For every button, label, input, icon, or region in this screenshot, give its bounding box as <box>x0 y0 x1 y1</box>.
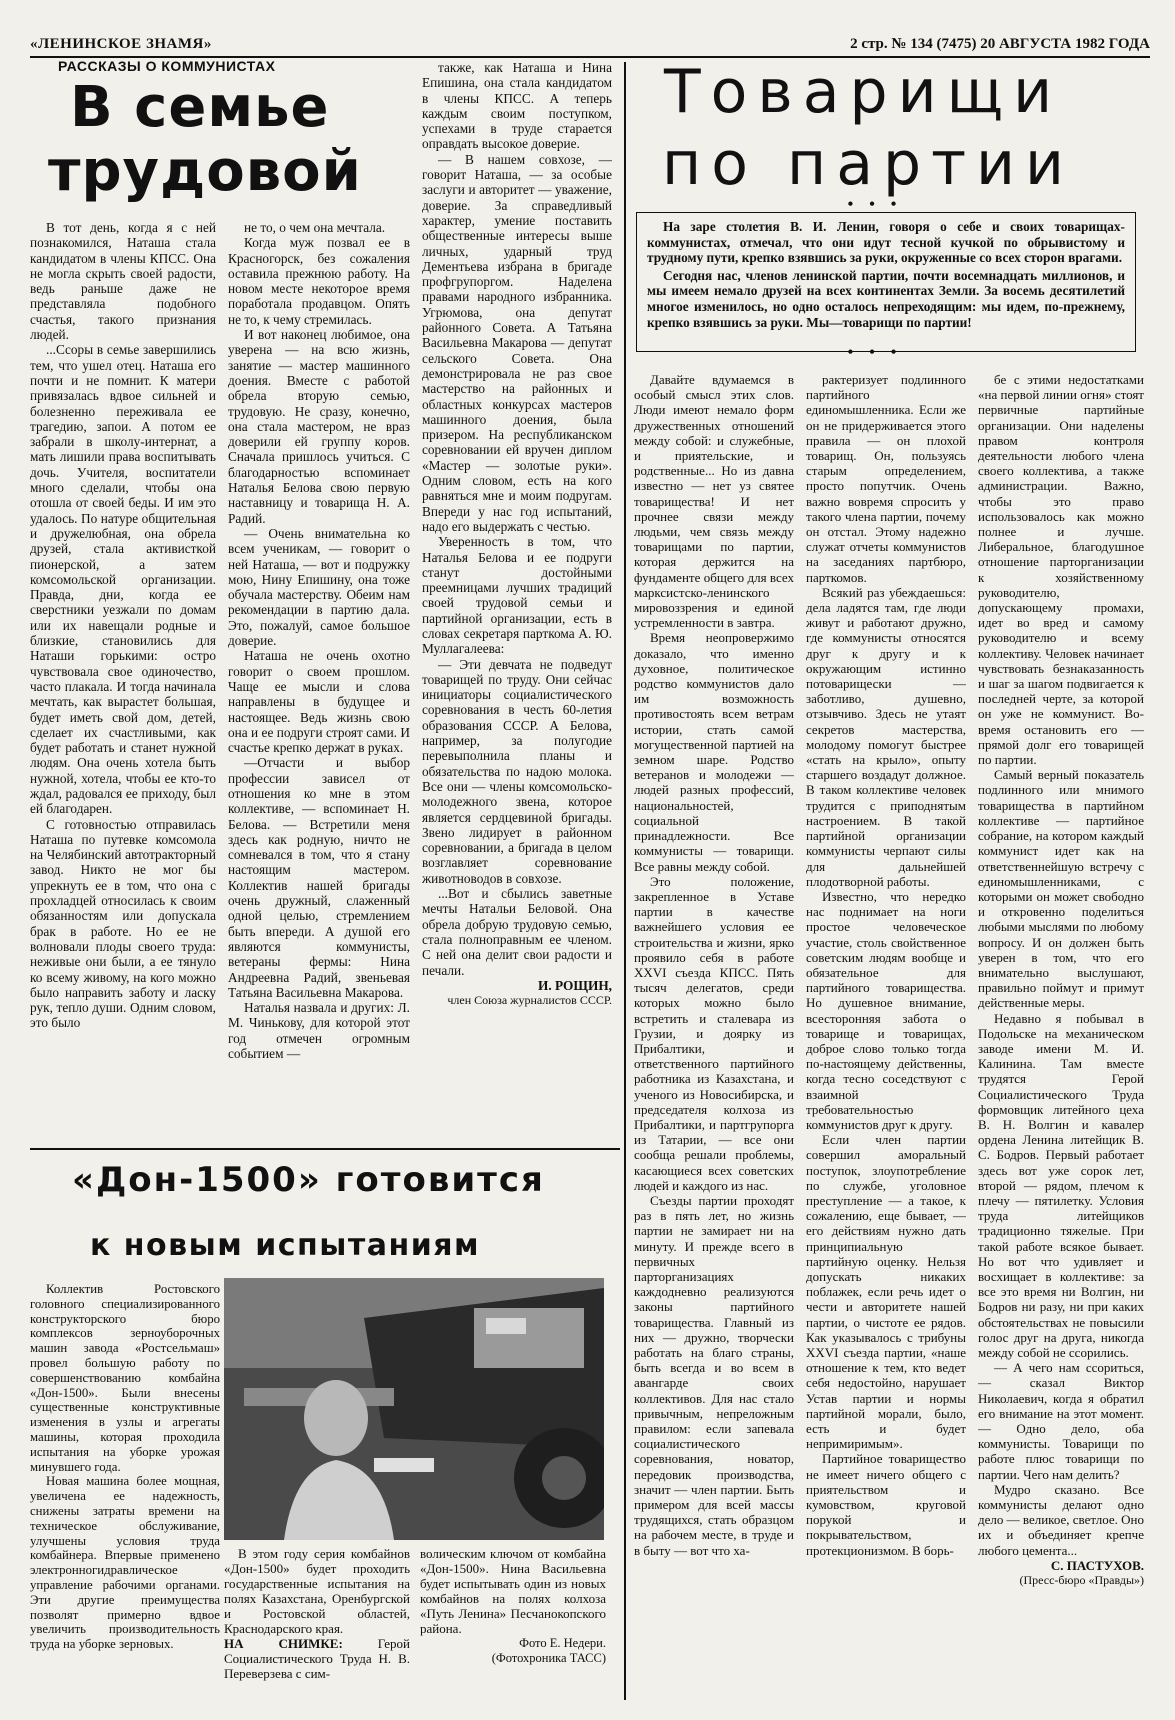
article3-paragraph: Это положение, закрепленное в Уставе партии в качестве важнейшего условия ее строительства и жизни, ярко проявило себя в работе XXVI съезда КПСС. Пять тысяч делегатов, среди которых можно было встретить и сталевара из Грузии, и доярку из Прибалтики, и ответственного партийного работника из Казахстана, и ученого из Новосибирска, и председателя колхоза из Прибалтики, и партгрупорга из Татарии, — все они сообща решали проблемы, касающиеся всех советских людей и каждого из нас. <box>634 873 794 1193</box>
article1-paragraph: — В нашем совхозе, — говорит Наташа, — за особые заслуги и авторитет — уважение, доверие. За справедливый характер, умение поставить общественные интересы выше личных, ударный труд Дементьева избрана в бригаде профгрупоргом. Наделена правами народного избранника. Угрюмова, она депутат районного Совета. А Татьяна Васильевна Макарова — депутат сельского Совета. Она демонстрировала не раз свое мастерство на районных и областных конкурсах мастеров машинного доения, была призером. На республиканском соревновании ей вручен диплом «Мастер — золотые руки». Одним словом, есть на кого равняться мне и моим подругам. Впереди у нас год испытаний, надо его выдержать с честью. <box>422 151 612 534</box>
article3-paragraph: Всякий раз убеждаешься: дела ладятся там, где люди живут и работают дружно, где коммунисты относятся друг к другу и к окружающим истинно потоварищески — заботливо, душевно, отзывчиво. Здесь не утаят секретов мастерства, молодому помогут быстрее «стать на крыло», опыту старшего воздадут должное. В таком коллективе человек трудится с приподнятым настроением. В такой партийной организации коммунисты черпают силы для дальнейшей плодотворной работы. <box>806 584 966 889</box>
article1-paragraph: ...Ссоры в семье завершились тем, что ушел отец. Наташа его почти и не помнит. К матери привязалась вдвое сильней и болезненно переживала ее трагедию, запои. А потом ее забрали в школу-интернат, а мать лишили права воспитывать дочь. Учителя, воспитатели много сделали, чтобы она отошла от своей беды. И им это удалось. По натуре общительная и дружелюбная, она обрела друзей, стала активисткой пионерской, а затем комсомольской организации. Правда, дни, когда ее сверстники уезжали по домам или их навещали родные и близкие, становились для Наташи горькими: остро чувствовала свое одиночество, часто плакала. И тогда начинала мечтать, как вырастет большая, будет иметь свой дом, детей, сделает их счастливыми, как будет работать и станет нужной людям. Она очень хотела быть нужной, хотела, чтобы ее кто-то ждал, радовался ее приходу, был ей благодарен. <box>30 342 216 817</box>
article3-paragraph: — А чего нам ссориться, — сказал Виктор Николаевич, когда я обратил его внимание на этот момент. — Одно дело, оба коммунисты. Товарищи по работе плюс товарищи по партии. Чего нам делить? <box>978 1360 1144 1482</box>
article1-paragraph: В тот день, когда я с ней познакомился, Наташа стала кандидатом в члены КПСС. Она не могла скрыть своей радости, ведь раньше даже не представляла подобного счастья, такого признания людей. <box>30 220 216 343</box>
issue-info: 2 стр. № 134 (7475) 20 АВГУСТА 1982 ГОДА <box>850 36 1150 52</box>
photo-caption-text: В этом году серия комбайнов «Дон-1500» будет проходить государственные испытания на полях Казахстана, Оренбургской и Ростовской областей, Краснодарского края. <box>224 1546 410 1636</box>
decorative-dots-top: • • • <box>847 196 903 213</box>
article1-paragraph: Когда муж позвал ее в Красногорск, без сожаления оставила прежнюю работу. На новом месте некоторое время поработала продавцом. Опять не то, к чему стремилась. <box>228 235 410 327</box>
column-divider <box>624 62 626 1700</box>
article1-paragraph: — Эти девчата не подведут товарищей по труду. Они сейчас инициаторы социалистического соревнования в честь 60-летия образования СССР. А Белова, например, за полугодие перевыполнила планы и обязательства по надою молока. Все они — члены комсомольско-молодежного звена, которое является сердцевиной бригады. Звено лидирует в районном соревновании, а бригада в целом возглавляет соревнование животноводов в совхозе. <box>422 656 612 886</box>
article2-paragraph: Новая машина более мощная, увеличена ее надежность, снижены затраты времени на техническое обслуживание, улучшены условия труда комбайнера. Впервые применено электронногидравлическое управление рабочими органами. Эти другие преимущества позволят примерно вдвое увеличить производительность труда на уборке зерновых. <box>30 1474 220 1652</box>
article3-column-1 <box>634 372 794 1700</box>
article3-paragraph: бе с этими недостатками «на первой линии огня» стоят первичные партийные организации. Они наделены правом контроля деятельности любого члена своего коллектива, а также администрации. Важно, чтобы это право использовалось как можно полнее и лучше. Либеральное, благодушное отношение парторганизации к хозяйственному руководителю, допускающему промахи, идет во вред и самому руководителю и всему коллективу. Человек начинает чувствовать безнаказанность и шаг за шагом подвигается к последней черте, за которой он уже не коммунист. Во-время остановить его — прямой долг его товарищей по партии. <box>978 372 1144 768</box>
article3-paragraph: Съезды партии проходят раз в пять лет, но жизнь партии не замирает ни на минуту. И прежде всего в первичных парторганизациях каждодневно реализуются законы партийного товарищества. Главный из них — дружно, творчески работать на благо страны, быть всегда и во всем в авангарде своих коллективов. Для нас стало привычным, непреложным правилом: если запевала социалистического соревнования, новатор, передовик производства, значит — член партии. Быть примером для всей массы трудящихся, стать образцом на рабочем месте, в труде и в быту — вот что ха- <box>634 1192 794 1558</box>
article2-paragraph: Коллектив Ростовского головного специализированного конструкторского бюро комплексов зерноуборочных машин завода «Ростсельмаш» провел большую работу по совершенствованию комбайна «Дон-1500». Были внесены существенные конструктивные изменения в узлы и агрегаты машины, которая проходила испытания на уборке урожая минувшего года. <box>30 1282 220 1474</box>
article3-author-title: (Пресс-бюро «Правды») <box>1019 1573 1144 1588</box>
article2-title-line1: «Дон-1500» готовится <box>72 1160 545 1200</box>
article3-paragraph: Партийное товарищество не имеет ничего общего с приятельством и кумовством, круговой порукой и покрывательством, протекционизмом. В борь- <box>806 1451 966 1558</box>
article1-paragraph: также, как Наташа и Нина Епишина, она стала кандидатом в члены КПСС. А теперь каждым своим поступком, успехами в труде старается оправдать высокое доверие. <box>422 60 612 152</box>
article1-kicker: РАССКАЗЫ О КОММУНИСТАХ <box>58 58 276 74</box>
article3-paragraph: Давайте вдумаемся в особый смысл этих слов. Люди имеют немало форм дружественных отношений между собой: и служебные, и приятельские, и родственные... Но из давна известно — нет уз святее товарищества! И нет прочнее связи между людьми, чем связь между товарищами по партии, которая держится на фундаменте общего для всех марксистско-ленинского мировоззрения и единой устремленности в завтра. <box>634 372 794 631</box>
paper-name: «ЛЕНИНСКОЕ ЗНАМЯ» <box>30 36 212 52</box>
article1-paragraph: С готовностью отправилась Наташа по путевке комсомола на Челябинский автотракторный завод. Никто не мог бы упрекнуть ее в том, что она с прохладцей относилась к своим обязанностям или допускала брак в работе. Но ее не волновали плоды своего труда: неживые они были, а ее тянуло ко всему живому, на кого можно было направить заботу и ласку рук, тепло души. Одним словом, это было <box>30 816 216 1031</box>
article3-title-line2: по партии <box>662 129 1075 199</box>
article2-column-1 <box>30 1282 220 1702</box>
article3-lead-box <box>636 212 1136 352</box>
combine-photo <box>224 1278 604 1540</box>
article1-paragraph: не то, о чем она мечтала. <box>244 220 386 235</box>
article1-author: И. РОЩИН, <box>538 977 612 993</box>
article3-paragraph: рактеризует подлинного партийного единомышленника. Если же он не придерживается этого правила — он плохой товарищ. Он, пользуясь старым определением, просто попутчик. Очень важно вовремя спросить у такого члена партии, почему он отстал. Этому надежно служат отчеты коммунистов на заседаниях партбюро, парткомов. <box>806 372 966 585</box>
article2-title-line2: к новым испытаниям <box>90 1228 481 1263</box>
article3-paragraph: Мудро сказано. Все коммунисты делают одно дело — великое, светлое. Оно их и объединяет крепче любого цемента... <box>978 1481 1144 1558</box>
article1-title-line2: трудовой <box>48 139 362 204</box>
photo-credit: Фото Е. Недери. <box>519 1636 606 1650</box>
article3-title-line1: Товарищи <box>664 57 1063 127</box>
article1-column-1 <box>30 220 216 1140</box>
article3-lead-paragraph: На заре столетия В. И. Ленин, говоря о себе и своих товарищах-коммунистах, отмечал, что они идут тесной кучкой по обрывистому и трудному пути, крепко взявшись за руки, окруженные со всех сторон врагами. <box>647 219 1125 266</box>
photo-caption-text-continued: волическим ключом от комбайна «Дон-1500». Нина Васильевна будет испытывать один из новых комбайнов на полях колхоза «Путь Ленина» Песчанокопского района. <box>420 1546 606 1636</box>
article1-paragraph: —Отчасти и выбор профессии зависел от отношения ко мне в этом коллективе, — вспоминает Н. Белова. — Встретили меня здесь как родную, ничто не сомневался в том, что я стану настоящим мастером. Коллектив нашей бригады очень дружный, слаженный одной целью, стремлением быть впереди. А душой его являются коммунисты, ветераны фермы: Нина Андреевна Радий, звеньевая Татьяна Васильевна Макарова. <box>228 755 410 1000</box>
photo-caption-label: НА СНИМКЕ: <box>224 1636 343 1651</box>
article3-lead-paragraph: Сегодня нас, членов ленинской партии, почти восемнадцать миллионов, и мы имеем немало друзей на всех континентах Земли. За восемь десятилетий многое изменилось, но одно осталось непреходящим: мы идем, по-прежнему, крепко взявшись за руки. Мы—товарищи по партии! <box>647 267 1125 330</box>
article3-paragraph: Время неопровержимо доказало, что именно духовное, политическое родство коммунистов дало им возможность противостоять всем ветрам истории, стать самой могущественной партией на земном шаре. Родство ветеранов и молодежи — людей разных профессий, национальностей, социальной принадлежности. Все коммунисты — товарищи. Все равны между собой. <box>634 630 794 874</box>
article1-title-line1: В семье <box>70 75 330 140</box>
article3-paragraph: Недавно я побывал в Подольске на механическом заводе имени М. И. Калинина. Там вместе трудятся Герой Социалистического Труда формовщик литейного цеха В. Н. Волгин и кавалер ордена Ленина литейщик В. С. Бодров. Первый работает здесь вот уже сорок лет, второй — рядом, плечом к плечу — пятилетку. Условия труда литейщиков традиционно тяжелые. При такой работе всякое бывает. Но вот что удивляет и восхищает в коллективе: за все это время ни Волгин, ни Бодров ни разу, ни при каких обстоятельствах не повысили голос друг на друга, никогда между собой не ссорились. <box>978 1010 1144 1360</box>
photo-agency: (Фотохроника ТАСС) <box>491 1651 606 1665</box>
article3-paragraph: Известно, что нередко нас поднимает на ноги простое человеческое участие, столь свойственное советским людям вообще и обязательное для партийного товарищества. Но душевное внимание, всесторонняя забота о товарище и товарищах, доброе слово только тогда по-настоящему действенны, когда тесно соседствуют с взаимной требовательностью коммунистов друг к другу. <box>806 888 966 1132</box>
article1-paragraph: Наташа не очень охотно говорит о своем прошлом. Чаще ее мысли и слова направлены в будущее и настоящее. Ведь жизнь свою она и ее подруги строят сами. И счастье крепко держат в руках. <box>228 648 410 756</box>
article1-paragraph: И вот наконец любимое, она уверена — на всю жизнь, занятие — мастер машинного доения. Вместе с работой обрела вторую семью, трудовую. Не сразу, конечно, она стала мастером, не враз доверили ей группу коров. Сначала пришлось учиться. С благодарностью вспоминает Наталья Белова свою первую наставницу и товарища Н. А. Радий. <box>228 327 410 526</box>
decorative-dots-bottom: • • • <box>847 344 903 361</box>
article1-paragraph: ...Вот и сбылись заветные мечты Натальи Беловой. Она обрела добрую трудовую семью, стала полноправным ее членом. С ней она делит свои радости и печали. <box>422 886 612 978</box>
photo-caption-col2 <box>420 1546 606 1666</box>
photo-caption-label-rest: Герой Социалистического Труда Н. В. Переверзева с сим- <box>224 1636 411 1681</box>
article1-author-title: член Союза журналистов СССР. <box>447 993 612 1008</box>
article3-paragraph: Если член партии совершил аморальный поступок, злоупотребление по службе, уголовное преступление — а такое, к сожалению, еще бывает, — его действиям нужно дать принципиальную партийную оценку. Нельзя допускать никаких поблажек, если речь идет о чести и авторитете нашей партии, о чистоте ее рядов. Как указывалось с трибуны XXVI съезда партии, «наше отношение к тем, кто ведет себя недостойно, нарушает Устав партии и нормы партийной морали, было, есть и будет непримиримым». <box>806 1132 966 1452</box>
article1-paragraph: Уверенность в том, что Наталья Белова и ее подруги станут достойными преемницами лучших традиций своей трудовой семьи и партийной организации, есть в словах секретаря парткома А. Ю. Муллагалеева: <box>422 534 612 657</box>
article1-column-3 <box>422 60 612 1140</box>
masthead <box>30 34 1150 58</box>
photo-image <box>224 1278 604 1540</box>
article1-column-2 <box>228 220 410 1140</box>
photo-caption-col1 <box>224 1546 410 1681</box>
article-separator <box>30 1148 620 1150</box>
article1-paragraph: — Очень внимательна ко всем ученикам, — говорит о ней Наташа, — вот и подружку мою, Нину Епишину, она тоже обучала мастерству. Обеим нам рекомендации в партию дала. Это, пожалуй, самое большое доверие. <box>228 525 410 649</box>
article3-author: С. ПАСТУХОВ. <box>1050 1557 1144 1573</box>
article3-paragraph: Самый верный показатель подлинного или мнимого товарищества в партийном коллективе — партийное собрание, на котором каждый коммунист идет как на ответственнейшую встречу с единомышленниками, с которыми он может свободно и откровенно поделиться любыми мыслями по любому вопросу. И он должен быть уверен в том, что его внимательно выслушают, правильно поймут и примут действенные меры. <box>978 767 1144 1011</box>
article3-column-3 <box>978 372 1144 1700</box>
article1-paragraph: Наталья назвала и других: Л. М. Чинькову, для которой этот год отмечен огромным событием — <box>228 1000 410 1062</box>
article3-column-2 <box>806 372 966 1700</box>
